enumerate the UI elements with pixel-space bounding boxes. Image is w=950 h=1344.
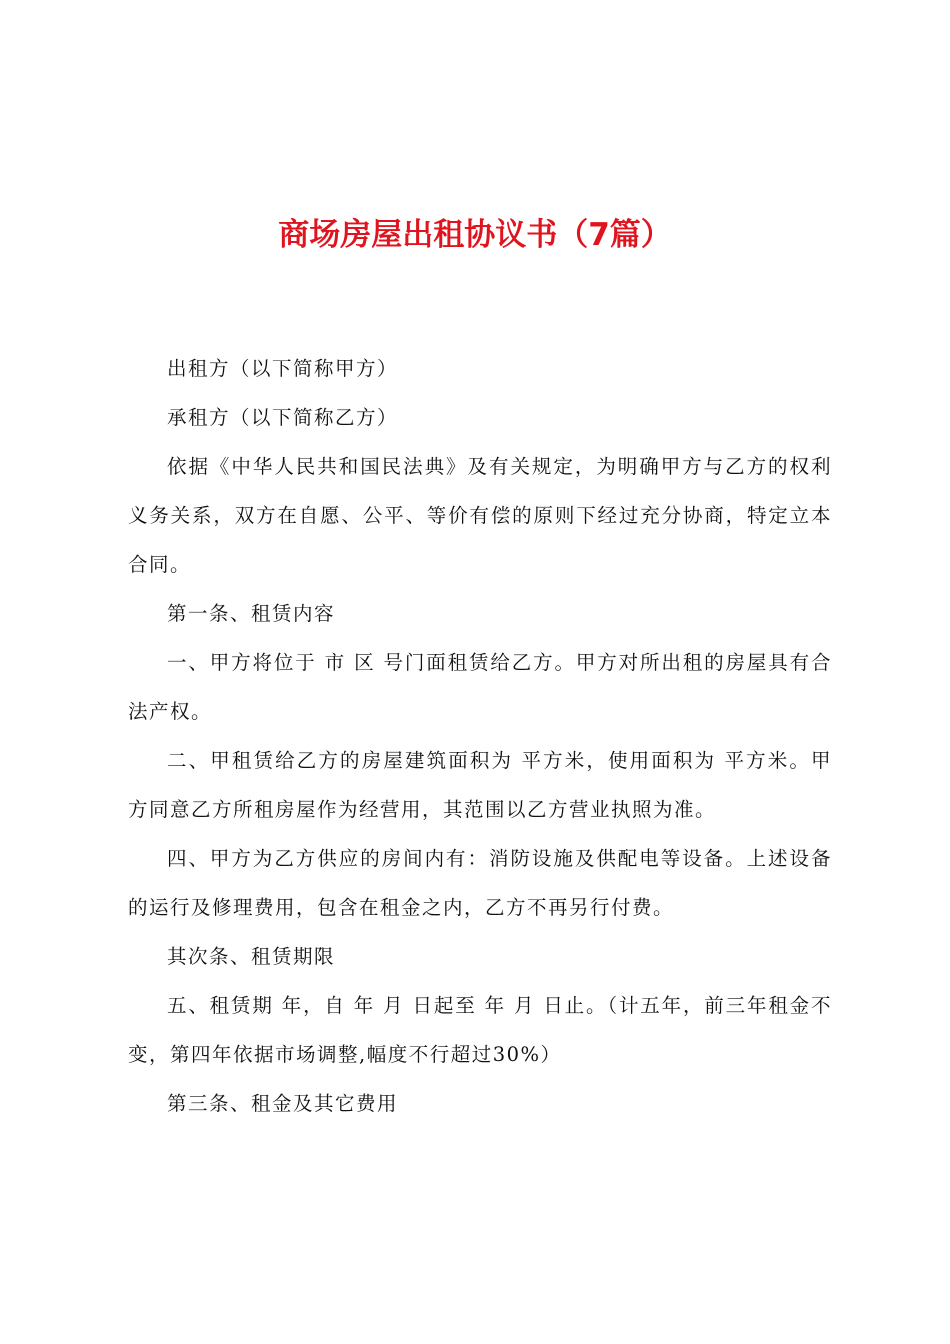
heading-article-1: 第一条、租赁内容 — [167, 602, 336, 625]
paragraph-lessee: 承租方（以下简称乙方） — [167, 406, 399, 429]
paragraph-lessor: 出租方（以下简称甲方） — [167, 357, 399, 380]
heading-article-2: 其次条、租赁期限 — [167, 945, 336, 968]
document-title: 商场房屋出租协议书（7篇） — [278, 217, 672, 253]
heading-article-3: 第三条、租金及其它费用 — [167, 1092, 399, 1115]
paragraph-preamble: 依据《中华人民共和国民法典》及有关规定，为明确甲方与乙方的权利义务关系，双方在自愿、公平、等价有偿的原则下经过充分协商，特定立本合同。 — [128, 455, 832, 576]
paragraph-clause-5: 五、租赁期 年，自 年 月 日起至 年 月 日止。（计五年，前三年租金不变，第四年依据市场调整,幅度不行超过30%） — [128, 994, 832, 1066]
paragraph-clause-4: 四、甲方为乙方供应的房间内有：消防设施及供配电等设备。上述设备的运行及修理费用，包含在租金之内，乙方不再另行付费。 — [128, 847, 832, 919]
paragraph-clause-2: 二、甲租赁给乙方的房屋建筑面积为 平方米，使用面积为 平方米。甲方同意乙方所租房屋作为经营用，其范围以乙方营业执照为准。 — [128, 749, 832, 821]
document-body — [128, 344, 832, 1128]
paragraph-clause-1: 一、甲方将位于 市 区 号门面租赁给乙方。甲方对所出租的房屋具有合法产权。 — [128, 651, 832, 723]
